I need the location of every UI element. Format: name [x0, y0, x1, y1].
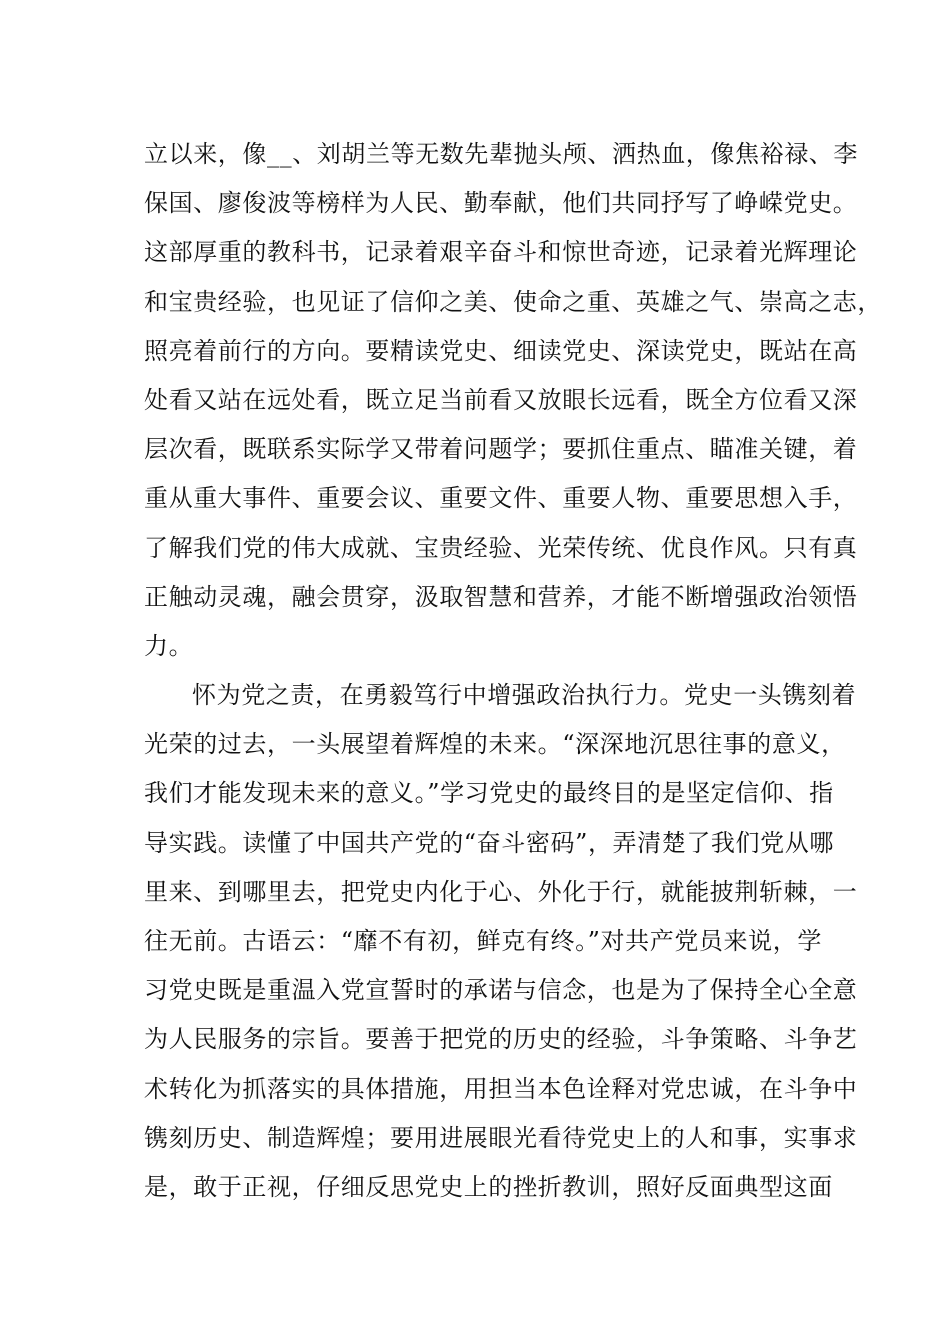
paragraph-first-line: 怀为党之责，在勇毅笃行中增强政治执行力。党史一头镌刻着 — [192, 681, 857, 710]
text-line: 力。 — [144, 631, 194, 660]
text-line: 这部厚重的教科书，记录着艰辛奋斗和惊世奇迹，记录着光辉理论 — [144, 238, 858, 267]
text-line: 重从重大事件、重要会议、重要文件、重要人物、重要思想入手， — [144, 484, 858, 513]
text-line: 处看又站在远处看，既立足当前看又放眼长远看，既全方位看又深 — [144, 385, 858, 414]
text-line: 保国、廖俊波等榜样为人民、勤奉献，他们共同抒写了峥嵘党史。 — [144, 189, 858, 218]
text-line: 为人民服务的宗旨。要善于把党的历史的经验，斗争策略、斗争艺 — [144, 1025, 858, 1054]
document-body — [144, 130, 882, 1212]
text-line: 导实践。读懂了中国共产党的“奋斗密码”，弄清楚了我们党从哪 — [144, 828, 834, 857]
text-line: 里来、到哪里去，把党史内化于心、外化于行，就能披荆斩棘，一 — [144, 877, 858, 906]
text-line: 光荣的过去，一头展望着辉煌的未来。“深深地沉思往事的意义， — [144, 730, 846, 759]
text-line: 和宝贵经验，也见证了信仰之美、使命之重、英雄之气、崇高之志， — [144, 287, 882, 316]
text-line: 正触动灵魂，融会贯穿，汲取智慧和营养，才能不断增强政治领悟 — [144, 582, 858, 611]
text-line: 术转化为抓落实的具体措施，用担当本色诠释对党忠诚，在斗争中 — [144, 1074, 858, 1103]
text-line: 层次看，既联系实际学又带着问题学；要抓住重点、瞄准关键，着 — [144, 435, 858, 464]
text-line: 照亮着前行的方向。要精读党史、细读党史、深读党史，既站在高 — [144, 336, 858, 365]
text-line: 是，敢于正视，仔细反思党史上的挫折教训，照好反面典型这面 — [144, 1172, 833, 1201]
text-line: 往无前。古语云：“靡不有初，鲜克有终。”对共产党员来说，学 — [144, 927, 822, 955]
text-line: 我们才能发现未来的意义。”学习党史的最终目的是坚定信仰、指 — [144, 779, 834, 808]
text-line: 习党史既是重温入党宣誓时的承诺与信念，也是为了保持全心全意 — [144, 976, 858, 1005]
text-line: 了解我们党的伟大成就、宝贵经验、光荣传统、优良作风。只有真 — [144, 533, 858, 562]
text-line: 立以来，像__、刘胡兰等无数先辈抛头颅、洒热血，像焦裕禄、李 — [144, 140, 858, 168]
text-line: 镌刻历史、制造辉煌；要用进展眼光看待党史上的人和事，实事求 — [144, 1123, 858, 1152]
